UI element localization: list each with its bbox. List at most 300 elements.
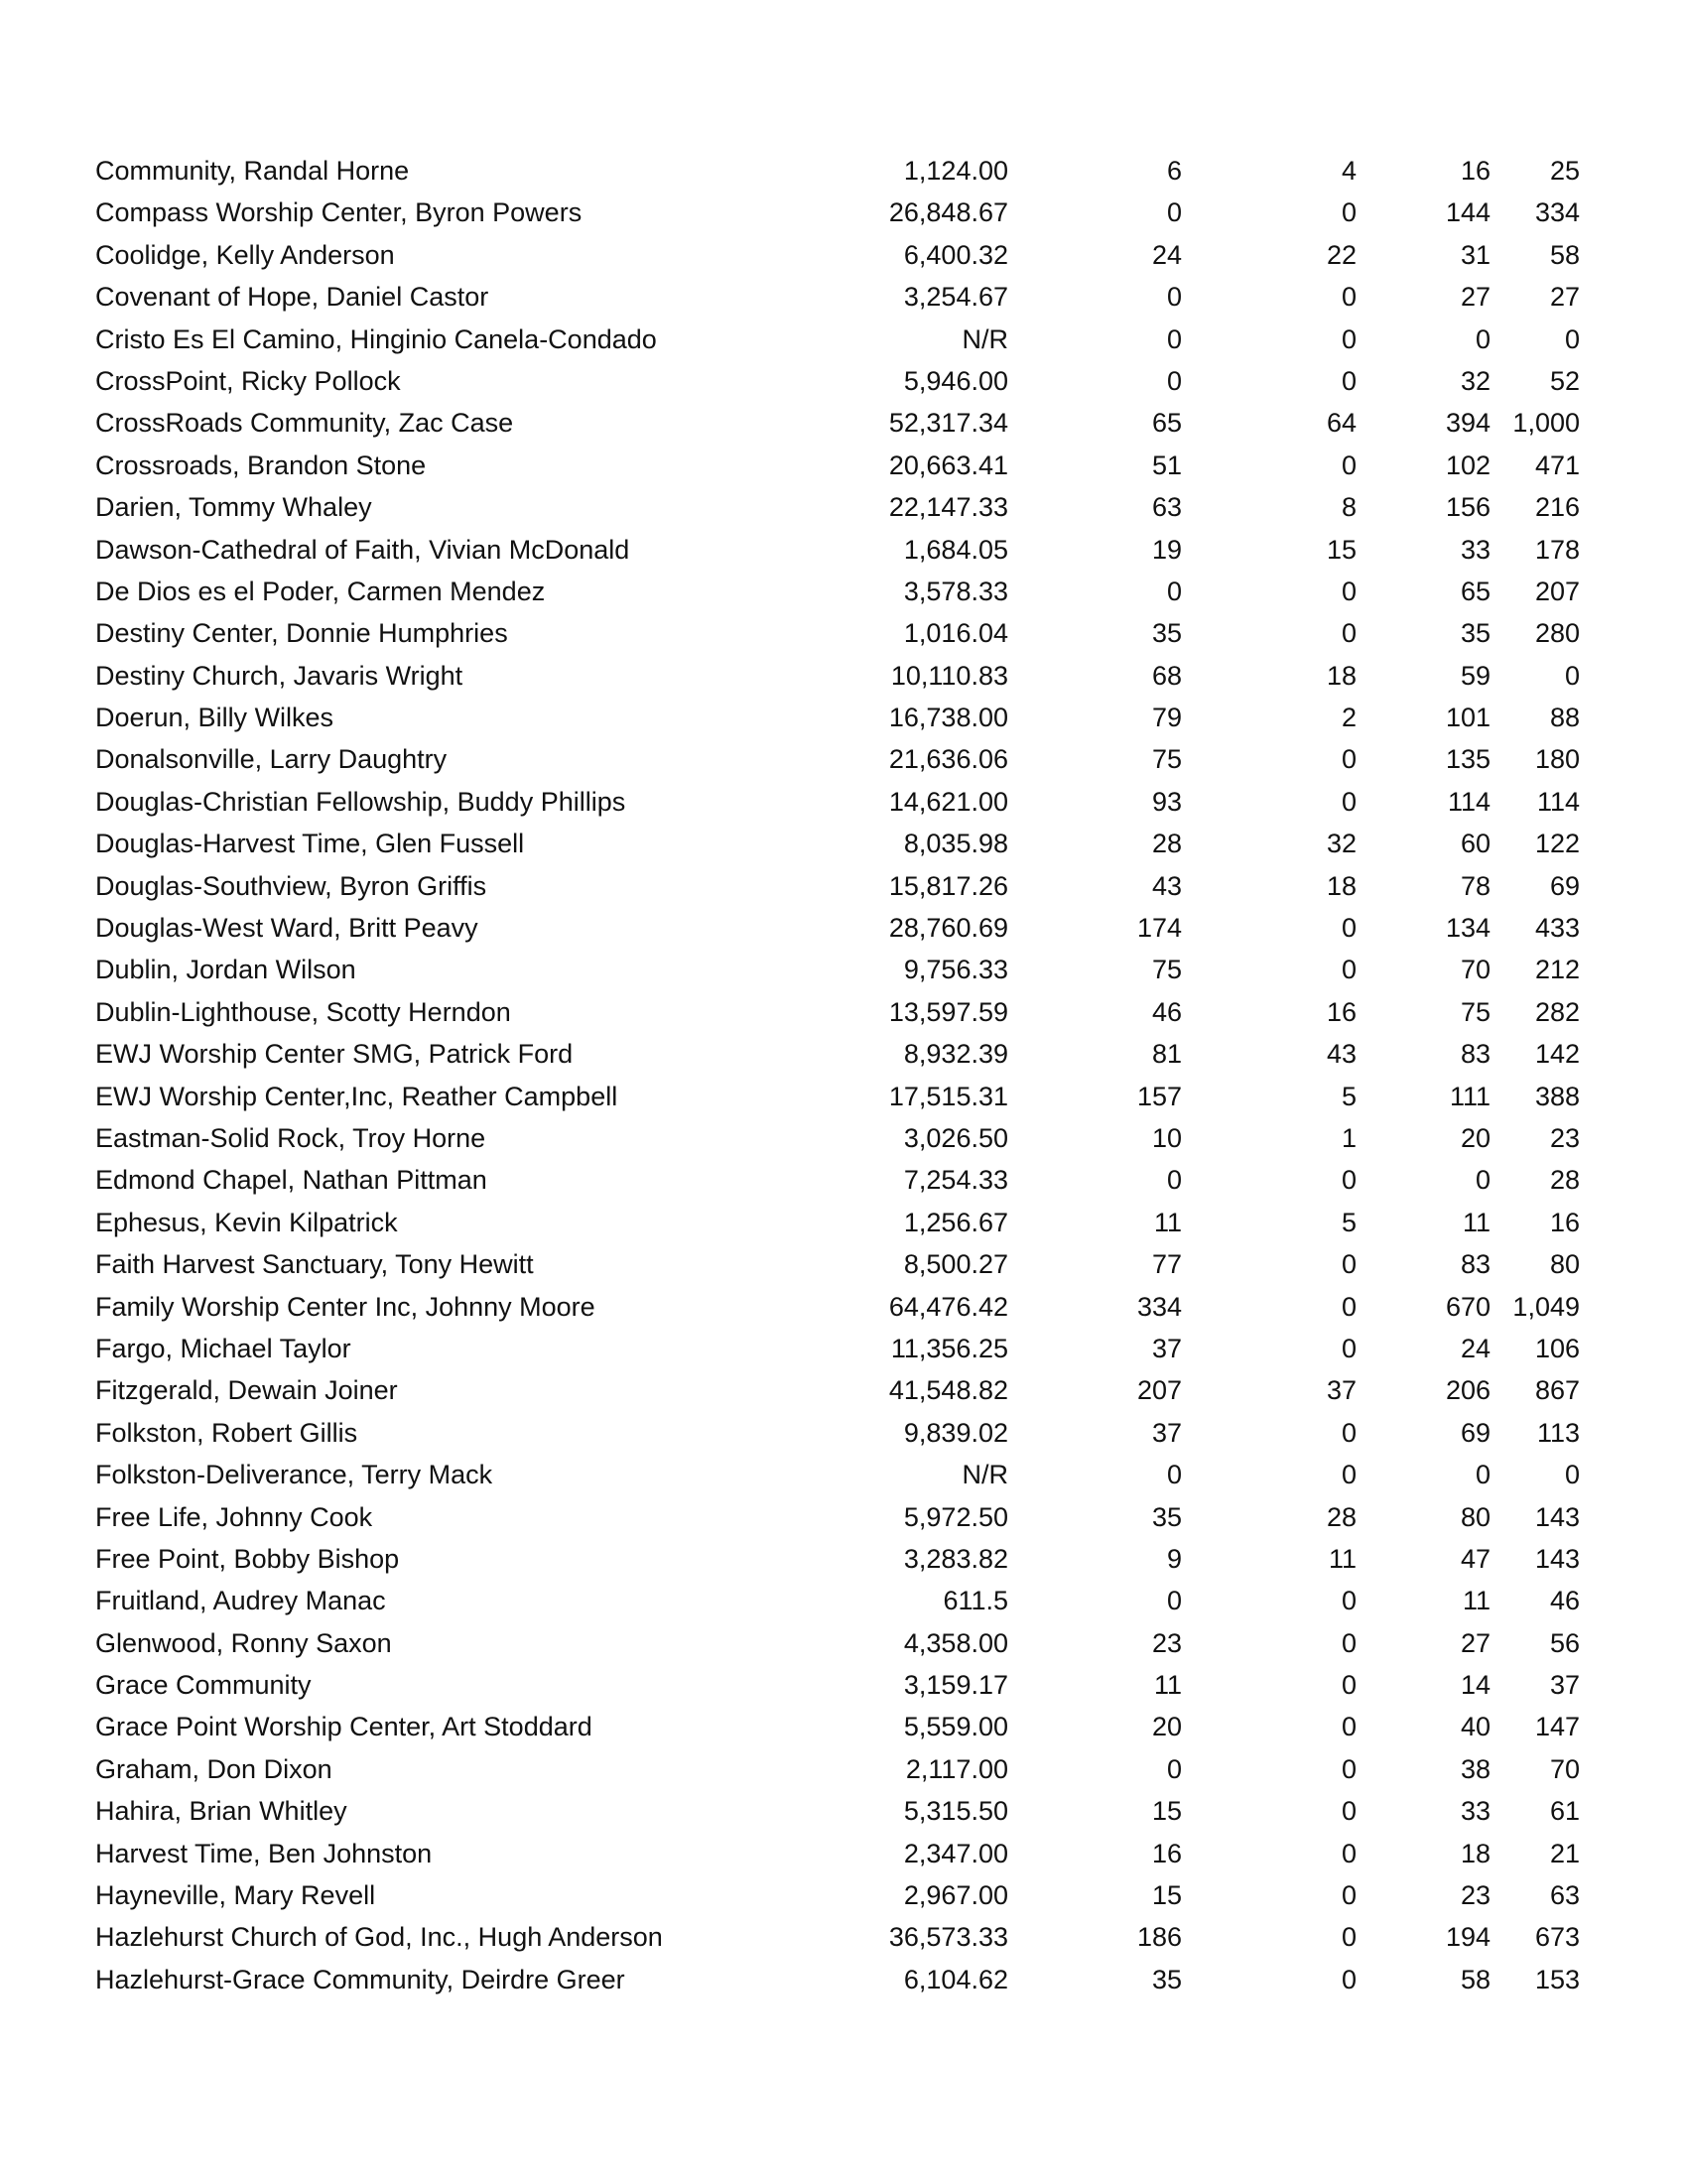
table-row xyxy=(95,1454,1594,1495)
count-col-4: 58 xyxy=(1549,239,1580,270)
amount-value: 611.5 xyxy=(943,1586,1008,1616)
table-row xyxy=(95,1076,1594,1117)
count-col-3: 18 xyxy=(1460,1838,1491,1868)
table-row xyxy=(95,150,1594,192)
count-col-1: 35 xyxy=(1151,1501,1182,1532)
count-col-3: 65 xyxy=(1460,576,1491,606)
count-col-2: 0 xyxy=(1341,1922,1357,1953)
table-row xyxy=(95,823,1594,864)
count-col-2: 0 xyxy=(1341,1753,1357,1784)
count-col-4: 867 xyxy=(1534,1375,1580,1406)
count-col-2: 0 xyxy=(1341,1796,1357,1827)
count-col-4: 80 xyxy=(1549,1249,1580,1280)
count-col-4: 471 xyxy=(1534,450,1580,480)
count-col-3: 27 xyxy=(1460,282,1491,313)
table-row xyxy=(95,571,1594,612)
table-row xyxy=(95,697,1594,738)
count-col-3: 78 xyxy=(1460,870,1491,901)
count-col-4: 122 xyxy=(1534,829,1580,859)
count-col-1: 81 xyxy=(1151,1039,1182,1070)
table-row xyxy=(95,1328,1594,1369)
amount-value: 3,026.50 xyxy=(903,1122,1008,1153)
count-col-4: 433 xyxy=(1534,913,1580,944)
amount-value: 26,848.67 xyxy=(888,197,1008,228)
table-row xyxy=(95,1202,1594,1243)
count-col-2: 0 xyxy=(1341,1249,1357,1280)
table-row xyxy=(95,1538,1594,1580)
table-row xyxy=(95,1916,1594,1958)
count-col-2: 16 xyxy=(1326,996,1357,1027)
church-pastor-name: Destiny Church, Javaris Wright xyxy=(95,660,463,691)
count-col-3: 102 xyxy=(1445,450,1491,480)
amount-value: 5,972.50 xyxy=(903,1501,1008,1532)
count-col-4: 153 xyxy=(1534,1964,1580,1994)
table-row xyxy=(95,1412,1594,1454)
count-col-4: 16 xyxy=(1549,1207,1580,1237)
church-pastor-name: Harvest Time, Ben Johnston xyxy=(95,1838,433,1868)
count-col-1: 46 xyxy=(1151,996,1182,1027)
count-col-2: 0 xyxy=(1341,282,1357,313)
count-col-3: 111 xyxy=(1449,1081,1491,1111)
count-col-3: 31 xyxy=(1460,239,1491,270)
count-col-4: 28 xyxy=(1549,1165,1580,1196)
count-col-3: 16 xyxy=(1460,156,1491,186)
count-col-2: 0 xyxy=(1341,1627,1357,1658)
church-pastor-name: EWJ Worship Center SMG, Patrick Ford xyxy=(95,1039,574,1070)
amount-value: 3,254.67 xyxy=(903,282,1008,313)
count-col-4: 147 xyxy=(1534,1712,1580,1742)
amount-value: 1,684.05 xyxy=(903,534,1008,565)
count-col-3: 24 xyxy=(1460,1333,1491,1363)
count-col-2: 0 xyxy=(1341,1165,1357,1196)
table-row xyxy=(95,1033,1594,1075)
count-col-1: 37 xyxy=(1151,1417,1182,1448)
count-col-1: 0 xyxy=(1166,197,1182,228)
count-col-1: 15 xyxy=(1151,1880,1182,1911)
church-pastor-name: Edmond Chapel, Nathan Pittman xyxy=(95,1165,487,1196)
table-row xyxy=(95,1874,1594,1916)
amount-value: 2,347.00 xyxy=(903,1838,1008,1868)
amount-value: 2,967.00 xyxy=(903,1880,1008,1911)
church-pastor-name: EWJ Worship Center,Inc, Reather Campbell xyxy=(95,1081,618,1111)
count-col-1: 75 xyxy=(1151,955,1182,985)
amount-value: 7,254.33 xyxy=(903,1165,1008,1196)
count-col-2: 0 xyxy=(1341,618,1357,649)
count-col-3: 0 xyxy=(1475,323,1491,354)
count-col-2: 32 xyxy=(1326,829,1357,859)
table-row xyxy=(95,865,1594,907)
count-col-2: 11 xyxy=(1328,1543,1357,1574)
church-pastor-name: Fruitland, Audrey Manac xyxy=(95,1586,386,1616)
church-pastor-name: Grace Community xyxy=(95,1670,312,1701)
table-row xyxy=(95,655,1594,697)
count-col-4: 0 xyxy=(1564,1460,1580,1490)
table-row xyxy=(95,1117,1594,1159)
count-col-3: 83 xyxy=(1460,1039,1491,1070)
table-row xyxy=(95,1706,1594,1747)
church-pastor-name: Dublin-Lighthouse, Scotty Herndon xyxy=(95,996,511,1027)
count-col-4: 46 xyxy=(1549,1586,1580,1616)
count-col-3: 80 xyxy=(1460,1501,1491,1532)
count-col-1: 35 xyxy=(1151,618,1182,649)
count-col-1: 11 xyxy=(1153,1670,1182,1701)
amount-value: 2,117.00 xyxy=(905,1753,1008,1784)
count-col-1: 174 xyxy=(1136,913,1182,944)
count-col-2: 0 xyxy=(1341,786,1357,817)
table-row xyxy=(95,1748,1594,1790)
count-col-2: 28 xyxy=(1326,1501,1357,1532)
amount-value: 21,636.06 xyxy=(888,744,1008,775)
table-row xyxy=(95,529,1594,571)
count-col-2: 0 xyxy=(1341,1880,1357,1911)
count-col-3: 11 xyxy=(1462,1586,1491,1616)
amount-value: 5,559.00 xyxy=(903,1712,1008,1742)
count-col-4: 0 xyxy=(1564,323,1580,354)
count-col-3: 206 xyxy=(1445,1375,1491,1406)
count-col-3: 75 xyxy=(1460,996,1491,1027)
table-row xyxy=(95,445,1594,486)
church-pastor-name: Covenant of Hope, Daniel Castor xyxy=(95,282,489,313)
count-col-3: 394 xyxy=(1445,408,1491,439)
count-col-3: 83 xyxy=(1460,1249,1491,1280)
count-col-3: 14 xyxy=(1460,1670,1491,1701)
count-col-3: 144 xyxy=(1445,197,1491,228)
church-pastor-name: Hazlehurst-Grace Community, Deirdre Greer xyxy=(95,1964,625,1994)
table-row xyxy=(95,1580,1594,1621)
count-col-4: 0 xyxy=(1564,660,1580,691)
count-col-3: 114 xyxy=(1447,786,1491,817)
count-col-1: 0 xyxy=(1166,1165,1182,1196)
count-col-1: 207 xyxy=(1136,1375,1182,1406)
count-col-4: 143 xyxy=(1534,1501,1580,1532)
count-col-1: 37 xyxy=(1151,1333,1182,1363)
table-row xyxy=(95,1833,1594,1874)
amount-value: 6,400.32 xyxy=(903,239,1008,270)
church-pastor-name: Fargo, Michael Taylor xyxy=(95,1333,351,1363)
table-row xyxy=(95,1369,1594,1411)
church-pastor-name: Doerun, Billy Wilkes xyxy=(95,703,334,733)
church-pastor-name: Compass Worship Center, Byron Powers xyxy=(95,197,583,228)
count-col-1: 0 xyxy=(1166,1586,1182,1616)
count-col-2: 5 xyxy=(1341,1207,1357,1237)
count-col-4: 1,000 xyxy=(1512,408,1580,439)
table-row xyxy=(95,738,1594,780)
church-pastor-name: Douglas-Christian Fellowship, Buddy Phillips xyxy=(95,786,626,817)
amount-value: 3,578.33 xyxy=(903,576,1008,606)
count-col-2: 15 xyxy=(1326,534,1357,565)
count-col-3: 40 xyxy=(1460,1712,1491,1742)
count-col-4: 69 xyxy=(1549,870,1580,901)
count-col-2: 0 xyxy=(1341,1417,1357,1448)
count-col-1: 6 xyxy=(1166,156,1182,186)
count-col-3: 194 xyxy=(1445,1922,1491,1953)
count-col-1: 0 xyxy=(1166,323,1182,354)
count-col-1: 51 xyxy=(1151,450,1182,480)
count-col-2: 2 xyxy=(1341,703,1357,733)
church-pastor-name: Douglas-Harvest Time, Glen Fussell xyxy=(95,829,525,859)
count-col-3: 20 xyxy=(1460,1122,1491,1153)
count-col-1: 63 xyxy=(1151,492,1182,523)
count-col-2: 37 xyxy=(1326,1375,1357,1406)
count-col-4: 180 xyxy=(1534,744,1580,775)
count-col-2: 0 xyxy=(1341,576,1357,606)
amount-value: 3,283.82 xyxy=(903,1543,1008,1574)
church-pastor-name: CrossPoint, Ricky Pollock xyxy=(95,365,401,396)
count-col-1: 0 xyxy=(1166,1753,1182,1784)
count-col-2: 0 xyxy=(1341,1838,1357,1868)
amount-value: 14,621.00 xyxy=(888,786,1008,817)
church-pastor-name: Faith Harvest Sanctuary, Tony Hewitt xyxy=(95,1249,534,1280)
amount-value: 6,104.62 xyxy=(903,1964,1008,1994)
church-pastor-name: Hayneville, Mary Revell xyxy=(95,1880,376,1911)
amount-value: 8,035.98 xyxy=(903,829,1008,859)
count-col-2: 43 xyxy=(1326,1039,1357,1070)
count-col-4: 207 xyxy=(1534,576,1580,606)
amount-value: 28,760.69 xyxy=(888,913,1008,944)
count-col-2: 64 xyxy=(1326,408,1357,439)
amount-value: 4,358.00 xyxy=(903,1627,1008,1658)
count-col-2: 0 xyxy=(1341,955,1357,985)
count-col-1: 16 xyxy=(1151,1838,1182,1868)
count-col-1: 43 xyxy=(1151,870,1182,901)
count-col-4: 282 xyxy=(1534,996,1580,1027)
table-row xyxy=(95,319,1594,360)
count-col-1: 157 xyxy=(1136,1081,1182,1111)
count-col-1: 23 xyxy=(1151,1627,1182,1658)
amount-value: 11,356.25 xyxy=(890,1333,1008,1363)
church-pastor-name: Crossroads, Brandon Stone xyxy=(95,450,427,480)
count-col-4: 25 xyxy=(1549,156,1580,186)
amount-value: 9,756.33 xyxy=(903,955,1008,985)
count-col-3: 58 xyxy=(1460,1964,1491,1994)
table-row xyxy=(95,1959,1594,2000)
table-row xyxy=(95,402,1594,444)
table-row xyxy=(95,612,1594,654)
amount-value: 52,317.34 xyxy=(888,408,1008,439)
count-col-3: 0 xyxy=(1475,1165,1491,1196)
table-row xyxy=(95,276,1594,318)
count-col-1: 10 xyxy=(1151,1122,1182,1153)
count-col-1: 9 xyxy=(1166,1543,1182,1574)
table-row xyxy=(95,1159,1594,1201)
church-pastor-name: CrossRoads Community, Zac Case xyxy=(95,408,514,439)
count-col-3: 11 xyxy=(1462,1207,1491,1237)
count-col-1: 93 xyxy=(1151,786,1182,817)
table-row xyxy=(95,991,1594,1033)
count-col-3: 60 xyxy=(1460,829,1491,859)
count-col-1: 19 xyxy=(1151,534,1182,565)
amount-value: 15,817.26 xyxy=(888,870,1008,901)
amount-value: 20,663.41 xyxy=(888,450,1008,480)
church-pastor-name: Douglas-Southview, Byron Griffis xyxy=(95,870,487,901)
church-pastor-name: Free Life, Johnny Cook xyxy=(95,1501,373,1532)
count-col-4: 23 xyxy=(1549,1122,1580,1153)
table-row xyxy=(95,1286,1594,1328)
count-col-2: 5 xyxy=(1341,1081,1357,1111)
count-col-2: 1 xyxy=(1341,1122,1357,1153)
count-col-1: 24 xyxy=(1151,239,1182,270)
count-col-3: 23 xyxy=(1460,1880,1491,1911)
count-col-3: 47 xyxy=(1460,1543,1491,1574)
count-col-4: 27 xyxy=(1549,282,1580,313)
count-col-2: 22 xyxy=(1326,239,1357,270)
church-pastor-name: Destiny Center, Donnie Humphries xyxy=(95,618,508,649)
church-pastor-name: Eastman-Solid Rock, Troy Horne xyxy=(95,1122,486,1153)
count-col-3: 69 xyxy=(1460,1417,1491,1448)
table-row xyxy=(95,486,1594,528)
amount-value: N/R xyxy=(962,323,1008,354)
count-col-4: 21 xyxy=(1549,1838,1580,1868)
count-col-1: 28 xyxy=(1151,829,1182,859)
count-col-3: 670 xyxy=(1445,1291,1491,1322)
amount-value: 5,946.00 xyxy=(903,365,1008,396)
church-pastor-name: Folkston-Deliverance, Terry Mack xyxy=(95,1460,493,1490)
count-col-4: 334 xyxy=(1534,197,1580,228)
count-col-2: 0 xyxy=(1341,450,1357,480)
count-col-2: 0 xyxy=(1341,1586,1357,1616)
count-col-3: 70 xyxy=(1460,955,1491,985)
count-col-3: 38 xyxy=(1460,1753,1491,1784)
table-row xyxy=(95,192,1594,233)
church-pastor-name: Folkston, Robert Gillis xyxy=(95,1417,358,1448)
count-col-3: 35 xyxy=(1460,618,1491,649)
count-col-4: 56 xyxy=(1549,1627,1580,1658)
count-col-1: 0 xyxy=(1166,365,1182,396)
count-col-1: 0 xyxy=(1166,282,1182,313)
count-col-3: 27 xyxy=(1460,1627,1491,1658)
amount-value: 10,110.83 xyxy=(890,660,1008,691)
count-col-4: 142 xyxy=(1534,1039,1580,1070)
church-pastor-name: Cristo Es El Camino, Hinginio Canela-Condado xyxy=(95,323,657,354)
amount-value: 1,256.67 xyxy=(903,1207,1008,1237)
table-row xyxy=(95,1622,1594,1664)
amount-value: 13,597.59 xyxy=(888,996,1008,1027)
amount-value: 1,124.00 xyxy=(903,156,1008,186)
count-col-2: 0 xyxy=(1341,913,1357,944)
count-col-1: 20 xyxy=(1151,1712,1182,1742)
count-col-2: 0 xyxy=(1341,1712,1357,1742)
count-col-4: 673 xyxy=(1534,1922,1580,1953)
count-col-4: 61 xyxy=(1549,1796,1580,1827)
church-pastor-name: Dublin, Jordan Wilson xyxy=(95,955,356,985)
amount-value: 1,016.04 xyxy=(903,618,1008,649)
count-col-2: 4 xyxy=(1341,156,1357,186)
count-col-4: 216 xyxy=(1534,492,1580,523)
count-col-1: 77 xyxy=(1151,1249,1182,1280)
count-col-2: 8 xyxy=(1341,492,1357,523)
count-col-4: 280 xyxy=(1534,618,1580,649)
count-col-2: 0 xyxy=(1341,1460,1357,1490)
church-pastor-name: Fitzgerald, Dewain Joiner xyxy=(95,1375,398,1406)
table-row xyxy=(95,234,1594,276)
count-col-2: 0 xyxy=(1341,744,1357,775)
church-pastor-name: Glenwood, Ronny Saxon xyxy=(95,1627,392,1658)
table-row xyxy=(95,781,1594,823)
count-col-4: 212 xyxy=(1534,955,1580,985)
count-col-1: 334 xyxy=(1136,1291,1182,1322)
amount-value: 3,159.17 xyxy=(903,1670,1008,1701)
count-col-1: 0 xyxy=(1166,576,1182,606)
count-col-2: 0 xyxy=(1341,197,1357,228)
count-col-3: 135 xyxy=(1445,744,1491,775)
count-col-4: 178 xyxy=(1534,534,1580,565)
table-row xyxy=(95,1496,1594,1538)
amount-value: 5,315.50 xyxy=(903,1796,1008,1827)
church-pastor-name: Free Point, Bobby Bishop xyxy=(95,1543,400,1574)
count-col-2: 0 xyxy=(1341,365,1357,396)
count-col-4: 52 xyxy=(1549,365,1580,396)
count-col-3: 59 xyxy=(1460,660,1491,691)
count-col-3: 101 xyxy=(1445,703,1491,733)
count-col-3: 33 xyxy=(1460,534,1491,565)
table-row xyxy=(95,949,1594,990)
count-col-1: 11 xyxy=(1153,1207,1182,1237)
count-col-1: 0 xyxy=(1166,1460,1182,1490)
count-col-2: 0 xyxy=(1341,1333,1357,1363)
count-col-3: 0 xyxy=(1475,1460,1491,1490)
count-col-4: 63 xyxy=(1549,1880,1580,1911)
church-pastor-name: Darien, Tommy Whaley xyxy=(95,492,372,523)
amount-value: 22,147.33 xyxy=(888,492,1008,523)
church-pastor-name: Ephesus, Kevin Kilpatrick xyxy=(95,1207,398,1237)
amount-value: 8,932.39 xyxy=(903,1039,1008,1070)
count-col-1: 65 xyxy=(1151,408,1182,439)
amount-value: 64,476.42 xyxy=(888,1291,1008,1322)
table-row xyxy=(95,360,1594,402)
table-row xyxy=(95,907,1594,949)
count-col-2: 18 xyxy=(1326,660,1357,691)
count-col-3: 156 xyxy=(1445,492,1491,523)
table-row xyxy=(95,1790,1594,1832)
church-pastor-name: Community, Randal Horne xyxy=(95,156,410,186)
church-pastor-name: De Dios es el Poder, Carmen Mendez xyxy=(95,576,546,606)
count-col-4: 114 xyxy=(1536,786,1580,817)
count-col-4: 37 xyxy=(1549,1670,1580,1701)
count-col-4: 113 xyxy=(1536,1417,1580,1448)
table-row xyxy=(95,1664,1594,1706)
count-col-4: 388 xyxy=(1534,1081,1580,1111)
count-col-4: 70 xyxy=(1549,1753,1580,1784)
count-col-1: 186 xyxy=(1136,1922,1182,1953)
church-pastor-name: Hahira, Brian Whitley xyxy=(95,1796,347,1827)
church-pastor-name: Graham, Don Dixon xyxy=(95,1753,332,1784)
count-col-4: 143 xyxy=(1534,1543,1580,1574)
count-col-1: 35 xyxy=(1151,1964,1182,1994)
count-col-1: 79 xyxy=(1151,703,1182,733)
table-row xyxy=(95,1243,1594,1285)
report-table xyxy=(95,150,1594,2000)
count-col-1: 15 xyxy=(1151,1796,1182,1827)
count-col-2: 18 xyxy=(1326,870,1357,901)
count-col-4: 106 xyxy=(1534,1333,1580,1363)
amount-value: N/R xyxy=(962,1460,1008,1490)
amount-value: 41,548.82 xyxy=(888,1375,1008,1406)
count-col-3: 134 xyxy=(1445,913,1491,944)
count-col-2: 0 xyxy=(1341,1964,1357,1994)
church-pastor-name: Hazlehurst Church of God, Inc., Hugh Anderson xyxy=(95,1922,663,1953)
count-col-2: 0 xyxy=(1341,1670,1357,1701)
amount-value: 17,515.31 xyxy=(888,1081,1008,1111)
amount-value: 36,573.33 xyxy=(888,1922,1008,1953)
church-pastor-name: Family Worship Center Inc, Johnny Moore xyxy=(95,1291,595,1322)
amount-value: 9,839.02 xyxy=(903,1417,1008,1448)
church-pastor-name: Dawson-Cathedral of Faith, Vivian McDonald xyxy=(95,534,630,565)
amount-value: 8,500.27 xyxy=(903,1249,1008,1280)
church-pastor-name: Coolidge, Kelly Anderson xyxy=(95,239,395,270)
count-col-3: 32 xyxy=(1460,365,1491,396)
count-col-3: 33 xyxy=(1460,1796,1491,1827)
count-col-1: 75 xyxy=(1151,744,1182,775)
